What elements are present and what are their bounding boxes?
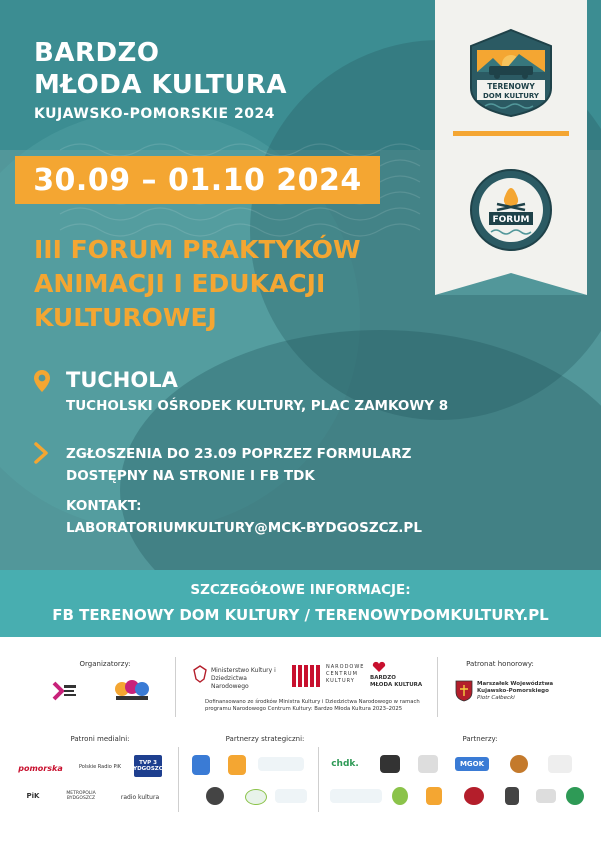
title-line-2: MŁODA KULTURA — [34, 70, 288, 100]
partner-logo-11 — [330, 789, 382, 803]
media-logo-pomorska: pomorska — [18, 763, 63, 773]
strategic-partners-label: Partnerzy strategiczni: — [225, 735, 305, 743]
partner-logo-mgok: MGOK — [455, 757, 489, 771]
partner-logo-6 — [275, 789, 307, 803]
terenowy-dom-kultury-badge — [467, 28, 555, 118]
media-logo-radio-kultura: radio kultura — [120, 793, 160, 801]
eagle-emblem-icon — [192, 665, 208, 683]
dates-banner — [15, 156, 380, 204]
registration-line-2: DOSTĘPNY NA STRONIE I FB TDK — [66, 468, 315, 484]
contact-label: KONTAKT: — [66, 498, 142, 514]
title-line-3: KUJAWSKO-POMORSKIE 2024 — [34, 106, 275, 122]
media-logo-polskie-radio: Polskie Radio PiK — [78, 764, 122, 770]
registration-text — [66, 443, 411, 487]
partner-logo-2 — [228, 755, 246, 775]
badge-top-line-2: DOM KULTURY — [483, 92, 539, 100]
partner-logo-5 — [245, 789, 267, 805]
registration-line-1: ZGŁOSZENIA DO 23.09 POPRZEZ FORMULARZ — [66, 446, 412, 462]
bmk-text: BARDZO MŁODA KULTURA — [370, 675, 423, 688]
info-heading: SZCZEGÓŁOWE INFORMACJE: — [190, 582, 411, 598]
partner-logo-4 — [206, 787, 224, 805]
sponsors-section — [0, 637, 601, 850]
forum-badge — [467, 166, 555, 256]
nck-text: NARODOWE CENTRUM KULTURY — [326, 664, 365, 684]
organizers-label: Organizatorzy: — [79, 660, 131, 668]
partners-label: Partnerzy: — [462, 735, 498, 743]
location-pin-icon — [34, 370, 50, 392]
info-band — [0, 570, 601, 637]
event-title-line-1: III FORUM PRAKTYKÓW — [34, 235, 361, 264]
event-title — [34, 233, 361, 335]
media-patrons-label: Patroni medialni: — [70, 735, 130, 743]
contact-email[interactable]: LABORATORIUMKULTURY@MCK-BYDGOSZCZ.PL — [66, 520, 422, 536]
ribbon-divider — [453, 131, 569, 136]
event-title-line-2: ANIMACJI I EDUKACJI — [34, 269, 326, 298]
patronage-label: Patronat honorowy: — [466, 660, 534, 668]
bydgoszcz-logo-icon — [112, 677, 152, 703]
media-logo-tvp3: TVP 3 BYDGOSZCZ — [134, 755, 162, 777]
title-line-1: BARDZO — [34, 38, 160, 68]
partner-logo-17 — [566, 787, 584, 805]
ministry-name: Ministerstwo Kultury i Dziedzictwa Narodowego — [211, 667, 276, 690]
voivodeship-crest-icon — [455, 680, 473, 702]
partner-logo-3 — [258, 757, 304, 771]
badge-bottom-label: FORUM — [492, 215, 530, 225]
badge-top-line-1: TERENOWY — [487, 82, 535, 91]
info-links[interactable]: FB TERENOWY DOM KULTURY / TERENOWYDOMKULTURY.PL — [52, 606, 549, 624]
mck-logo-icon — [52, 681, 78, 701]
partner-logo-9 — [510, 755, 528, 773]
city-name: TUCHOLA — [66, 368, 178, 392]
nck-logo-icon — [292, 665, 320, 687]
partner-logo-14 — [464, 787, 484, 805]
venue-address: TUCHOLSKI OŚRODEK KULTURY, PLAC ZAMKOWY 8 — [66, 398, 449, 414]
media-logo-pik: PiK — [26, 792, 40, 800]
partner-logo-16 — [536, 789, 556, 803]
event-title-line-3: KULTUROWEJ — [34, 303, 217, 332]
partner-logo-8 — [418, 755, 438, 773]
heart-icon — [372, 661, 386, 673]
dates-text: 30.09 – 01.10 2024 — [33, 162, 362, 198]
chevron-right-icon — [34, 442, 48, 464]
media-logo-metropolia: METROPOLIA BYDGOSZCZ — [66, 791, 96, 801]
funding-note: Dofinansowano ze środków Ministra Kultury i Dziedzictwa Narodowego w ramach programu Narodowego Centrum Kultury: Bardzo Młoda Kultura 2023–2025 — [205, 699, 420, 712]
partner-logo-chdk: chdk. — [331, 759, 359, 769]
partner-logo-7 — [380, 755, 400, 773]
partner-logo-1 — [192, 755, 210, 775]
partner-logo-15 — [505, 787, 519, 805]
partner-logo-10 — [548, 755, 572, 773]
badge-ribbon — [435, 0, 587, 295]
partner-logo-13 — [426, 787, 442, 805]
partner-logo-12 — [392, 787, 408, 805]
marshal-text: Marszałek Województwa Kujawsko-Pomorskiego Piotr Całbecki — [477, 681, 554, 701]
